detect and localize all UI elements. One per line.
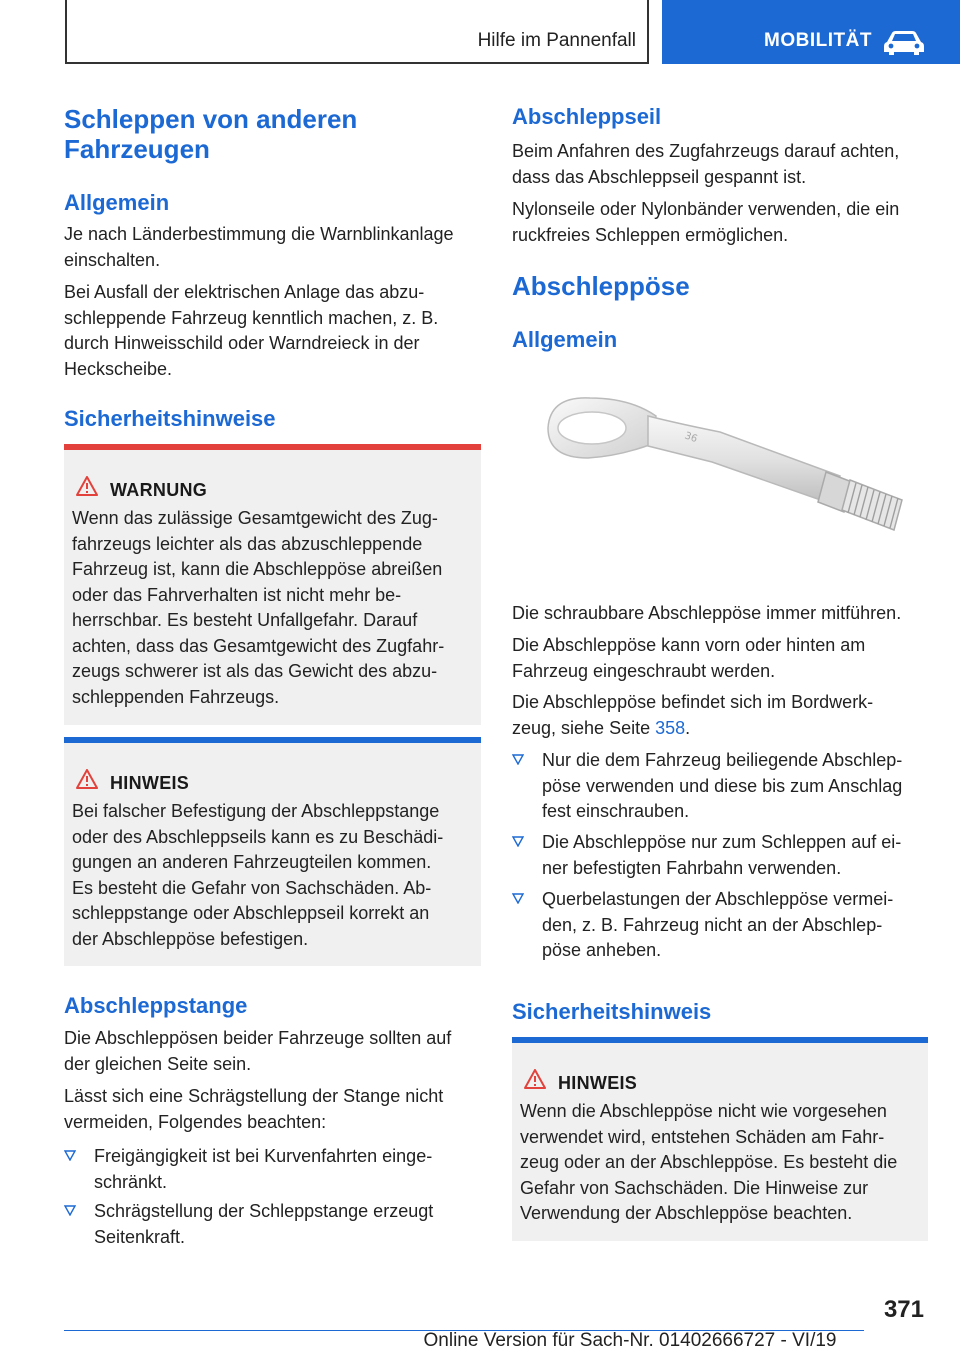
text-line: herrschbar. Es besteht Unfallgefahr. Darauf bbox=[72, 610, 418, 630]
paragraph-same-side bbox=[64, 1026, 484, 1077]
text-line bbox=[512, 716, 932, 742]
text-line: Es besteht die Gefahr von Sachschäden. Ab- bbox=[72, 877, 432, 898]
paragraph-hazard-lights bbox=[64, 222, 484, 273]
warning-title: WARNUNG bbox=[110, 480, 208, 500]
note-title: HINWEIS bbox=[110, 773, 190, 793]
text-line: Die Abschleppöse nur zum Schleppen auf ei- bbox=[542, 832, 902, 852]
warning-triangle-icon bbox=[524, 1069, 546, 1089]
text-line: ner befestigten Fahrbahn verwenden. bbox=[542, 857, 842, 878]
paragraph-nylon bbox=[512, 197, 932, 248]
text-line: Seitenkraft. bbox=[94, 1226, 186, 1247]
text-line: Beim Anfahren des Zugfahrzeugs darauf achten, bbox=[512, 141, 900, 161]
text-line: oder das Fahrverhalten ist nicht mehr be- bbox=[72, 584, 402, 605]
text-fragment: zeug, siehe Seite bbox=[512, 717, 656, 738]
text-line: durch Hinweisschild oder Warndreieck in der bbox=[64, 333, 420, 353]
page-link-358[interactable]: 358 bbox=[655, 717, 686, 738]
text-line: schleppende Fahrzeug kenntlich machen, z. B. bbox=[64, 307, 439, 328]
page-number: 371 bbox=[883, 1296, 924, 1323]
text-line: Verwendung der Abschleppöse beachten. bbox=[520, 1203, 853, 1223]
text-line: schränkt. bbox=[94, 1171, 168, 1192]
text-line: oder des Abschleppseils kann es zu Beschädi- bbox=[72, 826, 444, 847]
section-title: Hilfe im Pannenfall bbox=[477, 30, 636, 51]
text-line: fahrzeugs leichter als das abzuschleppende bbox=[72, 533, 423, 554]
text-line: Nur die dem Fahrzeug beiliegende Abschlep- bbox=[542, 750, 903, 770]
text-line: dass das Abschleppseil gespannt ist. bbox=[512, 166, 807, 187]
paragraph-tool-kit bbox=[512, 690, 932, 741]
text-line: Je nach Länderbestimmung die Warnblinkanlage bbox=[64, 224, 454, 244]
warning-box bbox=[64, 444, 481, 725]
text-line: Wenn das zulässige Gesamtgewicht des Zug- bbox=[72, 508, 438, 528]
text-line: der gleichen Seite sein. bbox=[64, 1053, 252, 1074]
text-line: Nylonseile oder Nylonbänder verwenden, die ein bbox=[512, 199, 900, 219]
note-box bbox=[64, 737, 481, 966]
text-line: Wenn die Abschleppöse nicht wie vorgesehen bbox=[520, 1101, 887, 1121]
triangle-bullet-icon bbox=[512, 835, 524, 847]
text-line: Querbelastungen der Abschleppöse vermei- bbox=[542, 889, 894, 909]
text-line: vermeiden, Folgendes beachten: bbox=[64, 1111, 327, 1132]
text-line: der Abschleppöse befestigen. bbox=[72, 928, 309, 949]
paragraph-rope-tension bbox=[512, 139, 932, 190]
page-title-line1: Schleppen von anderen bbox=[64, 104, 358, 134]
triangle-bullet-icon bbox=[512, 753, 524, 765]
page-title-line2: Fahrzeugen bbox=[64, 134, 210, 164]
text-line: schleppenden Fahrzeugs. bbox=[72, 686, 280, 707]
heading-safety: Sicherheitshinweise bbox=[64, 406, 276, 431]
text-line: verwendet wird, entstehen Schäden am Fahr- bbox=[520, 1126, 885, 1147]
car-icon bbox=[883, 28, 925, 56]
heading-allgemein: Allgemein bbox=[64, 190, 170, 215]
text-line: Die Abschleppöse befindet sich im Bordwerk- bbox=[512, 692, 874, 712]
warning-triangle-icon bbox=[76, 476, 98, 496]
text-line: zeug oder an der Abschleppöse. Es besteht die bbox=[520, 1152, 898, 1172]
paragraph-carry-tow-eye: Die schraubbare Abschleppöse immer mitführen. bbox=[512, 603, 902, 623]
paragraph-front-rear bbox=[512, 633, 932, 684]
text-line: Fahrzeug ist, kann die Abschleppöse abreißen bbox=[72, 559, 443, 579]
svg-text:36: 36 bbox=[682, 430, 699, 446]
note-box-right bbox=[512, 1037, 928, 1241]
tow-eye-illustration bbox=[540, 376, 910, 576]
warning-text bbox=[72, 506, 477, 710]
text-line: fest einschrauben. bbox=[542, 801, 690, 821]
text-line: Schrägstellung der Schleppstange erzeugt bbox=[94, 1201, 434, 1221]
text-line: zeugs schwerer ist als das Gewicht des abzu- bbox=[72, 661, 438, 681]
text-line: Lässt sich eine Schrägstellung der Stange nicht bbox=[64, 1086, 444, 1106]
text-line: achten, dass das Gesamtgewicht des Zugfahr- bbox=[72, 635, 445, 656]
chapter-tab[interactable] bbox=[662, 0, 960, 64]
footer-version-text: Online Version für Sach-Nr. 01402666727 - VI/19 bbox=[423, 1330, 837, 1351]
note-text bbox=[72, 799, 477, 952]
text-line: Bei falscher Befestigung der Abschleppstange bbox=[72, 801, 440, 821]
text-line: gungen an anderen Fahrzeugteilen kommen. bbox=[72, 852, 432, 872]
paragraph-electrical-failure bbox=[64, 280, 484, 382]
heading-abschleppstange: Abschleppstange bbox=[64, 993, 248, 1018]
text-line: den, z. B. Fahrzeug nicht an der Abschlep- bbox=[542, 914, 883, 935]
text-line: pöse verwenden und diese bis zum Anschlag bbox=[542, 775, 903, 796]
triangle-bullet-icon bbox=[64, 1149, 76, 1161]
chapter-tab-label: MOBILITÄT bbox=[764, 30, 872, 51]
text-line: Die Abschleppösen beider Fahrzeuge sollten auf bbox=[64, 1028, 452, 1048]
text-line: schleppstange oder Abschleppseil korrekt an bbox=[72, 903, 430, 923]
text-line: Freigängigkeit ist bei Kurvenfahrten einge- bbox=[94, 1146, 433, 1166]
text-fragment: . bbox=[685, 717, 691, 738]
note-title: HINWEIS bbox=[558, 1073, 638, 1093]
triangle-bullet-icon bbox=[512, 892, 524, 904]
text-line: Bei Ausfall der elektrischen Anlage das abzu- bbox=[64, 282, 425, 302]
text-line: ruckfreies Schleppen ermöglichen. bbox=[512, 224, 789, 245]
text-line: Die Abschleppöse kann vorn oder hinten am bbox=[512, 635, 866, 655]
text-line: einschalten. bbox=[64, 249, 161, 270]
text-line: Fahrzeug eingeschraubt werden. bbox=[512, 660, 776, 681]
paragraph-oblique bbox=[64, 1084, 484, 1135]
text-line: Heckscheibe. bbox=[64, 358, 173, 379]
heading-allgemein-right: Allgemein bbox=[512, 327, 618, 352]
heading-abschleppoese: Abschleppöse bbox=[512, 271, 690, 301]
text-line: pöse anheben. bbox=[542, 940, 662, 960]
heading-safety-right: Sicherheitshinweis bbox=[512, 999, 712, 1024]
triangle-bullet-icon bbox=[64, 1204, 76, 1216]
note-text bbox=[520, 1099, 925, 1227]
warning-triangle-icon bbox=[76, 769, 98, 789]
text-line: Gefahr von Sachschäden. Die Hinweise zur bbox=[520, 1177, 869, 1198]
heading-abschleppseil: Abschleppseil bbox=[512, 104, 662, 129]
